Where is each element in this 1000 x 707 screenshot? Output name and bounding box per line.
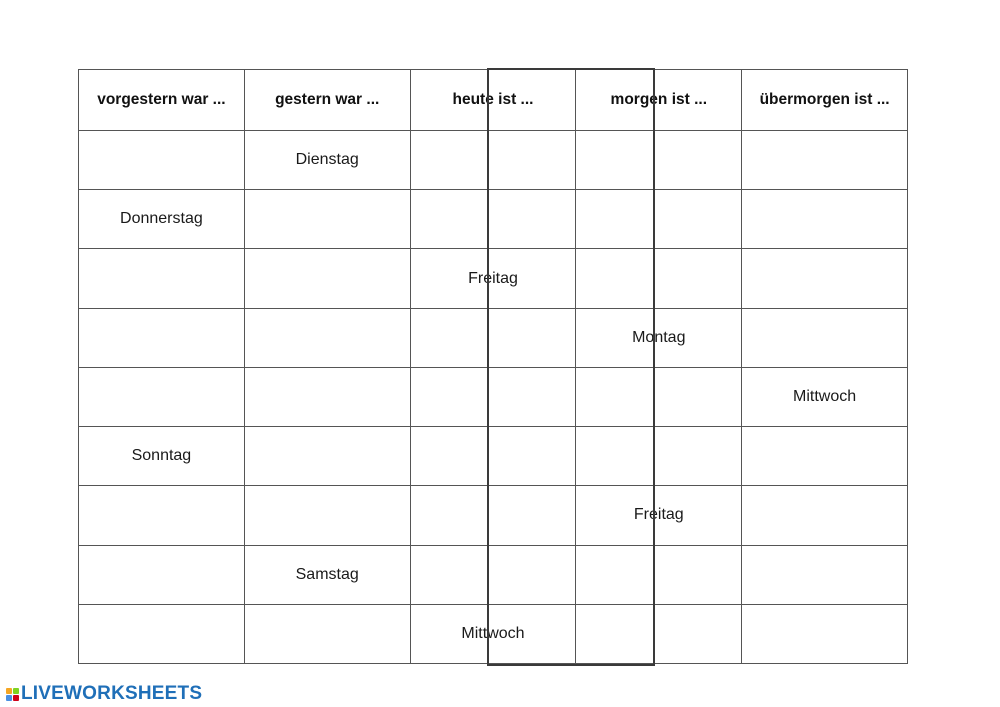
header-gestern: gestern war ...	[244, 70, 410, 131]
logo-square-2	[13, 688, 19, 694]
table-row	[79, 190, 908, 249]
answer-cell-uebermorgen[interactable]	[742, 190, 908, 249]
days-of-week-table	[78, 69, 908, 664]
logo-square-3	[6, 695, 12, 701]
liveworksheets-logo	[6, 684, 202, 704]
table-row	[79, 604, 908, 663]
logo-square-1	[6, 688, 12, 694]
answer-cell-heute[interactable]	[410, 308, 576, 367]
answer-cell-morgen[interactable]	[576, 545, 742, 604]
answer-cell-gestern[interactable]	[244, 427, 410, 486]
answer-cell-uebermorgen[interactable]	[742, 545, 908, 604]
answer-cell-gestern[interactable]	[244, 367, 410, 426]
answer-cell-heute[interactable]	[410, 427, 576, 486]
answer-cell-uebermorgen[interactable]	[742, 308, 908, 367]
answer-cell-vorgestern[interactable]	[79, 249, 245, 308]
header-morgen: morgen ist ...	[576, 70, 742, 131]
answer-cell-morgen[interactable]	[576, 427, 742, 486]
answer-cell-gestern[interactable]	[244, 190, 410, 249]
answer-cell-vorgestern[interactable]	[79, 486, 245, 545]
header-row	[79, 70, 908, 131]
answer-cell-gestern[interactable]	[244, 486, 410, 545]
answer-cell-uebermorgen[interactable]	[742, 604, 908, 663]
answer-cell-uebermorgen[interactable]	[742, 131, 908, 190]
logo-text: LIVEWORKSHEETS	[21, 683, 203, 704]
answer-cell-vorgestern[interactable]	[79, 308, 245, 367]
table-row	[79, 308, 908, 367]
given-day-cell-gestern: Dienstag	[244, 131, 410, 190]
answer-cell-vorgestern[interactable]	[79, 604, 245, 663]
answer-cell-gestern[interactable]	[244, 249, 410, 308]
answer-cell-heute[interactable]	[410, 190, 576, 249]
answer-cell-morgen[interactable]	[576, 367, 742, 426]
given-day-cell-vorgestern: Sonntag	[79, 427, 245, 486]
header-vorgestern: vorgestern war ...	[79, 70, 245, 131]
worksheet-table-container	[78, 69, 908, 664]
table-row	[79, 131, 908, 190]
answer-cell-uebermorgen[interactable]	[742, 486, 908, 545]
table-row	[79, 367, 908, 426]
answer-cell-gestern[interactable]	[244, 604, 410, 663]
given-day-cell-morgen: Freitag	[576, 486, 742, 545]
answer-cell-vorgestern[interactable]	[79, 367, 245, 426]
header-uebermorgen: übermorgen ist ...	[742, 70, 908, 131]
table-body	[79, 131, 908, 664]
answer-cell-morgen[interactable]	[576, 249, 742, 308]
given-day-cell-uebermorgen: Mittwoch	[742, 367, 908, 426]
given-day-cell-heute: Mittwoch	[410, 604, 576, 663]
table-row	[79, 427, 908, 486]
given-day-cell-heute: Freitag	[410, 249, 576, 308]
answer-cell-gestern[interactable]	[244, 308, 410, 367]
table-row	[79, 545, 908, 604]
given-day-cell-gestern: Samstag	[244, 545, 410, 604]
answer-cell-morgen[interactable]	[576, 604, 742, 663]
answer-cell-heute[interactable]	[410, 367, 576, 426]
logo-square-4	[13, 695, 19, 701]
table-row	[79, 486, 908, 545]
answer-cell-heute[interactable]	[410, 131, 576, 190]
header-heute: heute ist ...	[410, 70, 576, 131]
answer-cell-vorgestern[interactable]	[79, 131, 245, 190]
table-row	[79, 249, 908, 308]
answer-cell-vorgestern[interactable]	[79, 545, 245, 604]
answer-cell-heute[interactable]	[410, 486, 576, 545]
given-day-cell-vorgestern: Donnerstag	[79, 190, 245, 249]
answer-cell-morgen[interactable]	[576, 131, 742, 190]
answer-cell-heute[interactable]	[410, 545, 576, 604]
answer-cell-morgen[interactable]	[576, 190, 742, 249]
logo-mark-icon	[6, 688, 19, 701]
answer-cell-uebermorgen[interactable]	[742, 427, 908, 486]
answer-cell-uebermorgen[interactable]	[742, 249, 908, 308]
given-day-cell-morgen: Montag	[576, 308, 742, 367]
